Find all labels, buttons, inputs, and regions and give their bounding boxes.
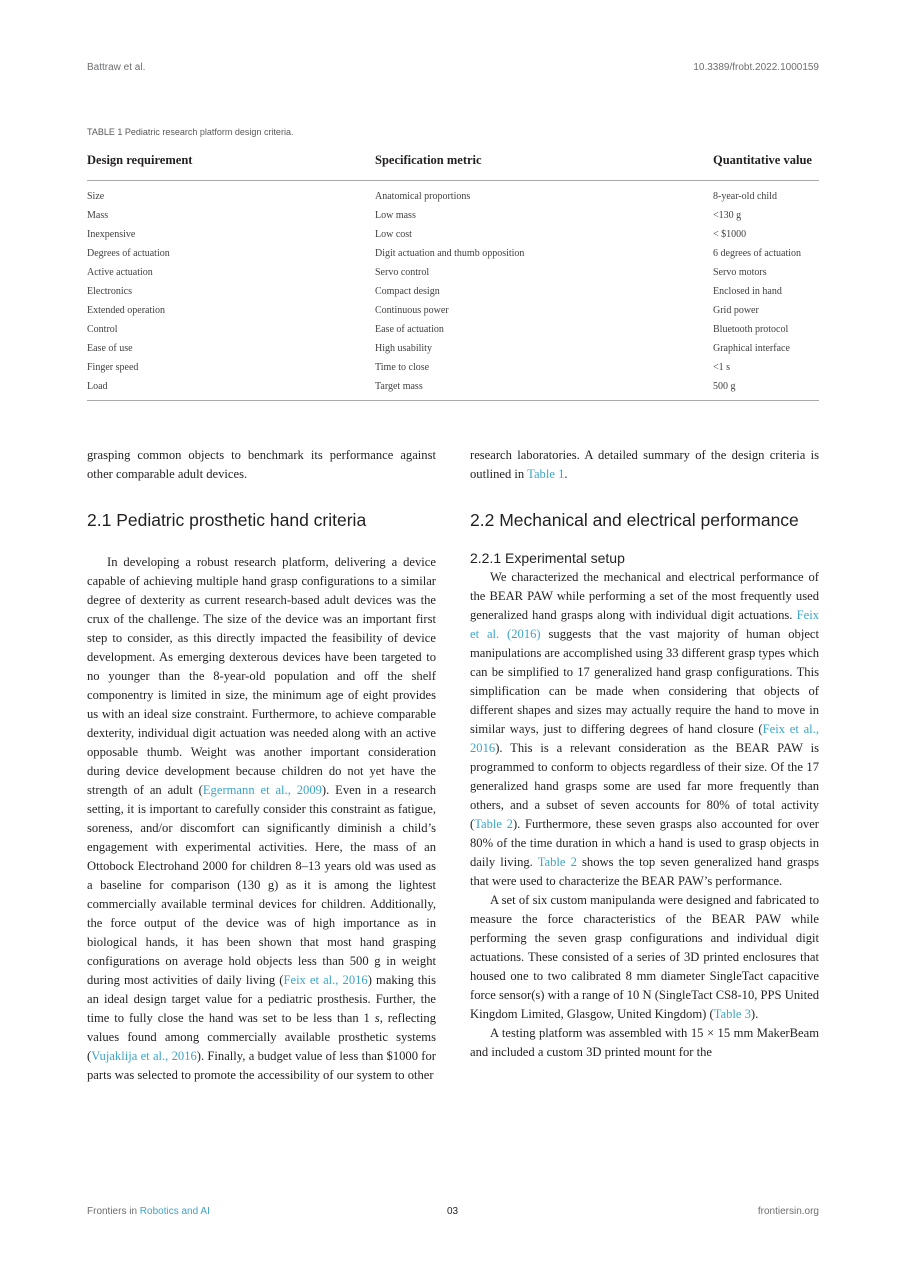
text-run: shows the top seven generalized hand grasps that were used to characterize the BEAR PAW’s performance. [470, 855, 820, 888]
text-run: A set of six custom manipulanda were designed and fabricated to measure the force characteristics of the BEAR PAW while performing the seven grasp configurations and individual digit actuations. These consisted of a series of 3D printed enclosures that housed one to two calibrated 8 mm diameter SingleTact capacitive force sensor(s) with a range of 10 N (SingleTact CS8-10, PPS United Kingdom Limited, Glasgow, United Kingdom) ( [470, 893, 819, 1021]
table-cell: Electronics [87, 286, 132, 297]
table-row [87, 301, 819, 320]
table-cell: Finger speed [87, 362, 139, 373]
table-link[interactable]: Table 2 [474, 817, 513, 831]
table-header-row [87, 150, 819, 181]
table-cell: Ease of use [87, 343, 133, 354]
subsection-heading: 2.2.1 Experimental setup [470, 550, 625, 566]
text-run: ). Even in a research setting, it is important to carefully consider this constraint as fatigue, soreness, and/or discomfort can significantly diminish a child’s engagement with experimental activities. Here, the mass of an Ottobock Electrohand 2000 for children 8–13 years old was used as a baseline for comparison (130 g) as it is among the lightest commercially available terminal devices for children. Additionally, the force output of the device was of high importance as in biological hands, it has been shown that most hand grasping configurations on average hold objects less than 500 g in weight during most activities of daily living ( [87, 783, 436, 987]
table-link[interactable]: Table 1 [527, 467, 565, 481]
table-link[interactable]: Table 2 [537, 855, 577, 869]
table-cell: High usability [375, 343, 432, 354]
paragraph: grasping common objects to benchmark its performance against other comparable adult devices. [87, 448, 436, 481]
citation-link[interactable]: Vujaklija et al., 2016 [91, 1049, 197, 1063]
table-cell: Bluetooth protocol [713, 324, 789, 335]
table-cell: Anatomical proportions [375, 191, 471, 202]
table-caption [87, 127, 293, 137]
citation-link[interactable]: Feix et al., 2016 [470, 722, 819, 755]
section-heading: 2.1 Pediatric prosthetic hand criteria [87, 510, 367, 530]
table-cell: Grid power [713, 305, 759, 316]
table-cell: Digit actuation and thumb opposition [375, 248, 525, 259]
table-caption-label: TABLE 1 [87, 127, 123, 137]
table-cell: Degrees of actuation [87, 248, 170, 259]
text-run: . [564, 467, 568, 481]
text-run: suggests that the vast majority of human object manipulations are accomplished using 33 different grasp types which can be simplified to 17 generalized hand grasp configurations. This simplification can be made when considering that objects of different shapes and sizes may actually require the hand to move in similar ways, just to differing degrees of hand closure ( [470, 627, 819, 736]
footer-journal [87, 1206, 210, 1217]
table-cell: <1 s [713, 362, 731, 373]
left-column [87, 446, 436, 1085]
right-column [470, 446, 819, 1062]
paragraph [87, 553, 436, 1085]
section-heading: 2.2 Mechanical and electrical performance [470, 510, 799, 530]
table-cell: < $1000 [713, 229, 747, 240]
column-header: Design requirement [87, 150, 375, 181]
table-cell: Inexpensive [87, 229, 136, 240]
citation-link[interactable]: Feix et al., 2016 [283, 973, 368, 987]
table-cell: Compact design [375, 286, 440, 297]
footer-journal-prefix: Frontiers in [87, 1206, 140, 1217]
running-header-authors: Battraw et al. [87, 62, 146, 73]
text-run: ). This is a relevant consideration as the BEAR PAW is programmed to conform to objects regardless of their size. Of the 17 generalized hand grasps some are used far more frequently than others, and a subset of seven accounts for 80% of total activity ( [470, 741, 819, 831]
unit: s [374, 1011, 380, 1025]
text-run: ) making this an ideal design target value for a pediatric prosthesis. Further, the time to fully close the hand was set to be less than 1 [87, 973, 437, 1025]
table-caption-text: Pediatric research platform design criteria. [124, 127, 294, 137]
design-criteria-table [87, 150, 819, 401]
table-cell: Servo motors [713, 267, 767, 278]
table-cell: Continuous power [375, 305, 449, 316]
table-cell: 500 g [713, 377, 819, 401]
text-run: ). Furthermore, these seven grasps also accounted for over 80% of the time duration in which a hand is used to grasp objects in daily living. [470, 817, 819, 869]
table-cell: Target mass [375, 377, 713, 401]
paragraph [470, 568, 819, 891]
table-cell: Time to close [375, 362, 430, 373]
table-row [87, 263, 819, 282]
table-cell: Extended operation [87, 305, 166, 316]
table-row [87, 225, 819, 244]
page-number: 03 [447, 1206, 459, 1217]
table-cell: <130 g [713, 210, 742, 221]
footer-journal-link[interactable]: Robotics and AI [139, 1206, 210, 1217]
table-cell: 6 degrees of actuation [713, 248, 802, 259]
text-run: ). Finally, a budget value of less than $1000 for parts was selected to promote the accessibility of our system to other [87, 1049, 436, 1082]
footer-site-link[interactable]: frontiersin.org [757, 1206, 819, 1217]
table-row [87, 320, 819, 339]
paragraph [470, 446, 819, 484]
table-cell: Ease of actuation [375, 324, 444, 335]
citation-link[interactable]: Feix et al. (2016) [470, 608, 819, 641]
text-run: ). [750, 1007, 759, 1021]
table-cell: Control [87, 324, 118, 335]
table-cell: Active actuation [87, 267, 153, 278]
table-cell: Low cost [375, 229, 412, 240]
table-cell: Graphical interface [713, 343, 790, 354]
table-cell: Low mass [375, 210, 416, 221]
text-run: research laboratories. A detailed summary of the design criteria is outlined in [470, 448, 819, 481]
table-row [87, 244, 819, 263]
citation-link[interactable]: Egermann et al., 2009 [202, 783, 322, 797]
table-row [87, 282, 819, 301]
column-header: Quantitative value [713, 150, 819, 181]
table-row [87, 206, 819, 225]
table-row [87, 181, 819, 207]
table-cell: Servo control [375, 267, 430, 278]
text-run: In developing a robust research platform, delivering a device capable of achieving multiple hand grasp configurations to a similar degree of dexterity as current research-based adult devices was the crux of the challenge. The size of the device was an important first step to consider, as this directly impacted the feasibility of device development. As emerging dexterous devices have been targeted to no younger than the 8-year-old population and off the shelf componentry is limited in size, the minimum age of eight provides us with an ideal size constraint. Furthermore, to achieve comparable dexterity, individual digit actuation was needed along with an active opposable thumb. Weight was another important consideration during device development because children do not yet have the strength of an adult ( [87, 555, 436, 797]
table-cell: Size [87, 191, 105, 202]
column-header: Specification metric [375, 150, 713, 181]
paragraph: A testing platform was assembled with 15 × 15 mm MakerBeam and included a custom 3D printed mount for the [470, 1026, 819, 1059]
table-row [87, 377, 819, 401]
text-run: We characterized the mechanical and electrical performance of the BEAR PAW while performing a set of the most frequently used generalized hand grasps along with individual digit actuations. [470, 570, 819, 622]
running-header-doi[interactable]: 10.3389/frobt.2022.1000159 [693, 62, 819, 73]
text-run: , reflecting values found among commercially available prosthetic systems ( [87, 1011, 437, 1063]
table-cell: Load [87, 377, 375, 401]
table-cell: Enclosed in hand [713, 286, 782, 297]
table-cell: Mass [87, 210, 109, 221]
table-row [87, 339, 819, 358]
table-row [87, 358, 819, 377]
table-cell: 8-year-old child [713, 191, 777, 202]
paragraph [470, 891, 819, 1024]
table-link[interactable]: Table 3 [713, 1007, 751, 1021]
